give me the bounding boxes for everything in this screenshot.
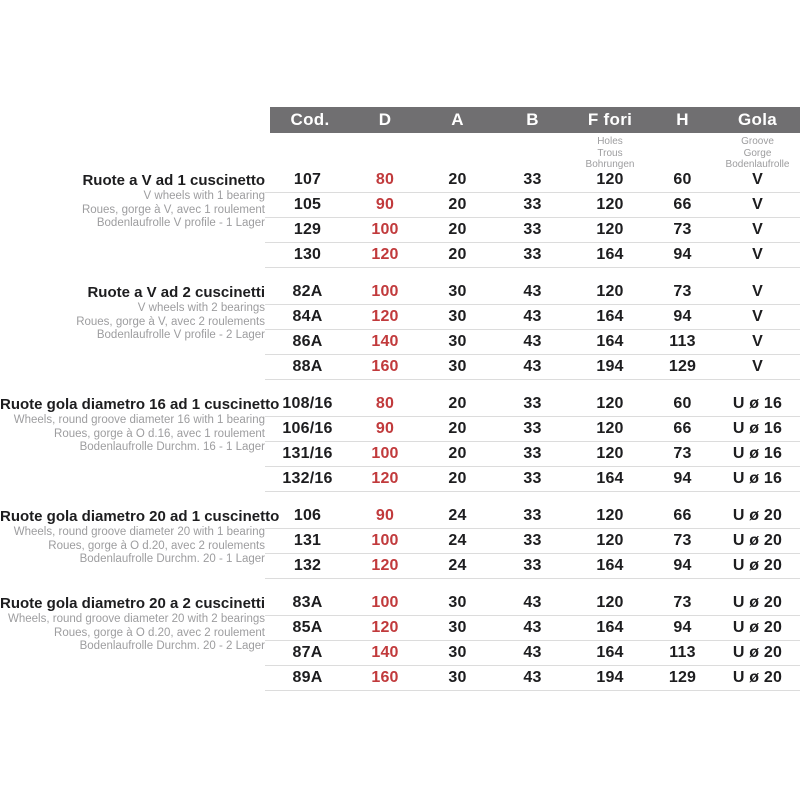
cell-gola: U ø 20 (732, 594, 783, 611)
group-subtitle: Roues, gorge à V, avec 1 roulement (81, 203, 265, 216)
cell-f: 120 (596, 221, 624, 238)
cell-a: 24 (448, 532, 467, 549)
cell-f: 120 (596, 283, 624, 300)
column-header-d: D (378, 110, 392, 129)
cell-cod: 129 (293, 221, 322, 238)
cell-cod: 132/16 (282, 470, 333, 487)
cell-f: 164 (596, 557, 624, 574)
cell-cod: 132 (293, 557, 322, 574)
cell-f: 194 (596, 669, 624, 686)
cell-gola: U ø 16 (732, 420, 783, 437)
cell-a: 20 (448, 196, 467, 213)
column-header-h: H (676, 110, 689, 129)
table-row (265, 666, 800, 691)
f-fori-sublabels (570, 136, 650, 171)
cell-h: 113 (669, 333, 696, 350)
cell-cod: 89A (292, 669, 323, 686)
f-fori-sublabel-de: Bohrungen (585, 159, 635, 170)
table-row (265, 243, 800, 268)
cell-cod: 87A (292, 644, 323, 661)
cell-b: 33 (523, 445, 542, 462)
cell-d: 140 (371, 333, 399, 350)
cell-d: 80 (375, 395, 395, 412)
cell-f: 120 (596, 445, 624, 462)
group-subtitle: Roues, gorge à V, avec 2 roulements (76, 315, 265, 328)
cell-a: 20 (448, 246, 467, 263)
cell-h: 73 (673, 221, 692, 238)
cell-b: 43 (523, 358, 542, 375)
cell-b: 33 (523, 221, 542, 238)
table-row (265, 591, 800, 616)
group-subtitle: Wheels, round groove diameter 20 with 1 bearing (13, 526, 265, 538)
cell-b: 43 (523, 669, 542, 686)
cell-f: 164 (596, 644, 624, 661)
table-row (265, 616, 800, 641)
group-label-block (0, 168, 265, 268)
group-rows (265, 168, 800, 268)
cell-b: 33 (523, 420, 542, 437)
cell-a: 30 (448, 308, 467, 325)
cell-h: 113 (669, 644, 696, 661)
f-fori-sublabel-en: Holes (597, 136, 623, 147)
cell-a: 30 (448, 619, 467, 636)
cell-gola: U ø 20 (732, 557, 783, 574)
group-label-block (0, 504, 280, 579)
cell-b: 33 (523, 532, 542, 549)
cell-gola: V (752, 246, 763, 263)
table-row (265, 330, 800, 355)
cell-h: 66 (673, 507, 692, 524)
group-subtitle: Bodenlaufrolle Durchm. 20 - 2 Lager (79, 640, 265, 652)
cell-gola: V (752, 171, 763, 188)
cell-f: 120 (596, 395, 624, 412)
cell-h: 129 (668, 358, 697, 375)
group-subtitle: V wheels with 2 bearings (137, 302, 265, 314)
cell-cod: 106/16 (282, 420, 333, 437)
cell-cod: 130 (293, 246, 322, 263)
cell-d: 100 (371, 445, 399, 462)
cell-h: 66 (673, 196, 692, 213)
cell-cod: 131/16 (282, 445, 333, 462)
cell-d: 100 (371, 221, 399, 238)
cell-h: 129 (668, 669, 697, 686)
table-row (265, 280, 800, 305)
cell-h: 60 (673, 395, 692, 412)
table-group (0, 392, 800, 492)
table-group (0, 591, 800, 691)
table-row (265, 392, 800, 417)
cell-gola: V (752, 308, 763, 325)
group-label-block (0, 392, 280, 492)
table-group (0, 168, 800, 268)
table-row (265, 467, 800, 492)
column-header-cod: Cod. (290, 110, 330, 129)
cell-h: 73 (673, 594, 692, 611)
group-label-block (0, 591, 265, 691)
cell-gola: U ø 16 (732, 470, 783, 487)
group-rows (265, 504, 800, 579)
cell-gola: U ø 20 (732, 669, 783, 686)
cell-gola: V (752, 283, 763, 300)
cell-f: 120 (596, 171, 624, 188)
cell-f: 164 (596, 333, 624, 350)
group-rows (265, 591, 800, 691)
cell-d: 90 (375, 507, 395, 524)
cell-f: 164 (596, 308, 624, 325)
cell-cod: 85A (292, 619, 323, 636)
table-row (265, 193, 800, 218)
cell-d: 100 (371, 283, 399, 300)
cell-gola: U ø 16 (732, 445, 783, 462)
group-rows (265, 280, 800, 380)
cell-cod: 105 (293, 196, 322, 213)
cell-cod: 84A (292, 308, 323, 325)
cell-b: 33 (523, 246, 542, 263)
cell-b: 43 (523, 644, 542, 661)
cell-h: 73 (673, 532, 692, 549)
cell-f: 164 (596, 619, 624, 636)
group-subtitle: Bodenlaufrolle Durchm. 16 - 1 Lager (79, 441, 265, 453)
group-subtitle: Roues, gorge à O d.20, avec 2 roulements (48, 539, 265, 552)
cell-a: 20 (448, 395, 467, 412)
cell-a: 20 (448, 420, 467, 437)
f-fori-sublabel-fr: Trous (597, 147, 623, 159)
table-row (265, 355, 800, 380)
cell-gola: V (752, 333, 763, 350)
table-row (265, 529, 800, 554)
gola-sublabel-fr: Gorge (743, 147, 772, 159)
cell-gola: V (752, 196, 763, 213)
cell-h: 60 (673, 171, 692, 188)
cell-h: 66 (673, 420, 692, 437)
cell-h: 73 (673, 283, 692, 300)
cell-a: 20 (448, 470, 467, 487)
cell-f: 120 (596, 420, 624, 437)
cell-a: 20 (448, 445, 467, 462)
cell-b: 33 (523, 557, 542, 574)
table-row (265, 442, 800, 467)
table-header-bar (270, 107, 800, 133)
cell-h: 94 (673, 470, 692, 487)
group-title: Ruote gola diametro 16 ad 1 cuscinetto (0, 396, 280, 413)
cell-a: 30 (448, 594, 467, 611)
cell-gola: U ø 20 (732, 507, 783, 524)
cell-b: 33 (523, 470, 542, 487)
cell-b: 33 (523, 171, 542, 188)
column-header-gola: Gola (738, 110, 777, 129)
group-title: Ruote a V ad 1 cuscinetto (82, 172, 265, 189)
cell-d: 100 (371, 532, 399, 549)
cell-d: 160 (371, 669, 399, 686)
cell-d: 90 (375, 196, 395, 213)
cell-a: 24 (448, 557, 467, 574)
table-row (265, 168, 800, 193)
column-header-a: A (451, 110, 464, 129)
cell-f: 164 (596, 470, 624, 487)
cell-h: 94 (673, 308, 692, 325)
group-label-block (0, 280, 265, 380)
group-subtitle: Wheels, round groove diameter 16 with 1 bearing (13, 414, 265, 426)
cell-gola: V (752, 358, 763, 375)
cell-b: 43 (523, 333, 542, 350)
cell-h: 94 (673, 246, 692, 263)
group-subtitle: Bodenlaufrolle Durchm. 20 - 1 Lager (79, 553, 265, 565)
cell-cod: 86A (292, 333, 323, 350)
cell-cod: 131 (293, 532, 322, 549)
cell-a: 20 (448, 171, 467, 188)
group-subtitle: Bodenlaufrolle V profile - 1 Lager (96, 217, 265, 229)
cell-a: 20 (448, 221, 467, 238)
cell-cod: 108/16 (282, 395, 333, 412)
cell-cod: 88A (292, 358, 323, 375)
cell-d: 90 (375, 420, 395, 437)
table-group (0, 280, 800, 380)
table-row (265, 417, 800, 442)
cell-f: 194 (596, 358, 624, 375)
cell-d: 120 (371, 557, 399, 574)
group-rows (265, 392, 800, 492)
table-groups (0, 168, 800, 703)
group-title: Ruote a V ad 2 cuscinetti (87, 284, 265, 301)
group-subtitle: Roues, gorge à O d.20, avec 2 roulement (54, 626, 265, 639)
cell-b: 43 (523, 308, 542, 325)
cell-b: 43 (523, 594, 542, 611)
cell-b: 33 (523, 196, 542, 213)
cell-f: 164 (596, 246, 624, 263)
cell-h: 94 (673, 557, 692, 574)
table-subheader (270, 136, 800, 171)
cell-d: 140 (371, 644, 399, 661)
cell-h: 94 (673, 619, 692, 636)
table-row (265, 641, 800, 666)
cell-a: 30 (448, 333, 467, 350)
cell-f: 120 (596, 196, 624, 213)
gola-sublabels (715, 136, 800, 171)
cell-b: 33 (523, 395, 542, 412)
cell-gola: U ø 20 (732, 619, 783, 636)
table-row (265, 554, 800, 579)
group-subtitle: Wheels, round groove diameter 20 with 2 bearings (8, 613, 265, 625)
cell-cod: 107 (293, 171, 322, 188)
cell-d: 120 (371, 470, 399, 487)
cell-f: 120 (596, 594, 624, 611)
table-row (265, 305, 800, 330)
cell-gola: U ø 20 (732, 532, 783, 549)
table-row (265, 218, 800, 243)
cell-a: 24 (448, 507, 467, 524)
group-title: Ruote gola diametro 20 ad 1 cuscinetto (0, 508, 280, 525)
cell-cod: 83A (292, 594, 323, 611)
cell-gola: U ø 20 (732, 644, 783, 661)
group-subtitle: V wheels with 1 bearing (143, 190, 265, 202)
cell-f: 120 (596, 532, 624, 549)
gola-sublabel-de: Bodenlaufrolle (725, 159, 790, 170)
cell-f: 120 (596, 507, 624, 524)
cell-d: 120 (371, 308, 399, 325)
cell-gola: V (752, 221, 763, 238)
cell-a: 30 (448, 358, 467, 375)
cell-b: 33 (523, 507, 542, 524)
cell-b: 43 (523, 619, 542, 636)
cell-a: 30 (448, 669, 467, 686)
gola-sublabel-en: Groove (741, 136, 774, 147)
table-row (265, 504, 800, 529)
cell-a: 30 (448, 644, 467, 661)
cell-d: 160 (371, 358, 399, 375)
cell-b: 43 (523, 283, 542, 300)
cell-gola: U ø 16 (732, 395, 783, 412)
group-subtitle: Bodenlaufrolle V profile - 2 Lager (96, 329, 265, 341)
cell-d: 80 (375, 171, 395, 188)
column-header-f-fori: F fori (587, 110, 633, 129)
cell-cod: 106 (293, 507, 322, 524)
table-group (0, 504, 800, 579)
cell-d: 120 (371, 619, 399, 636)
cell-h: 73 (673, 445, 692, 462)
group-title: Ruote gola diametro 20 a 2 cuscinetti (0, 595, 266, 612)
cell-d: 120 (371, 246, 399, 263)
cell-d: 100 (371, 594, 399, 611)
column-header-b: B (526, 110, 539, 129)
group-subtitle: Roues, gorge à O d.16, avec 1 roulement (54, 427, 265, 440)
cell-cod: 82A (292, 283, 323, 300)
cell-a: 30 (448, 283, 467, 300)
